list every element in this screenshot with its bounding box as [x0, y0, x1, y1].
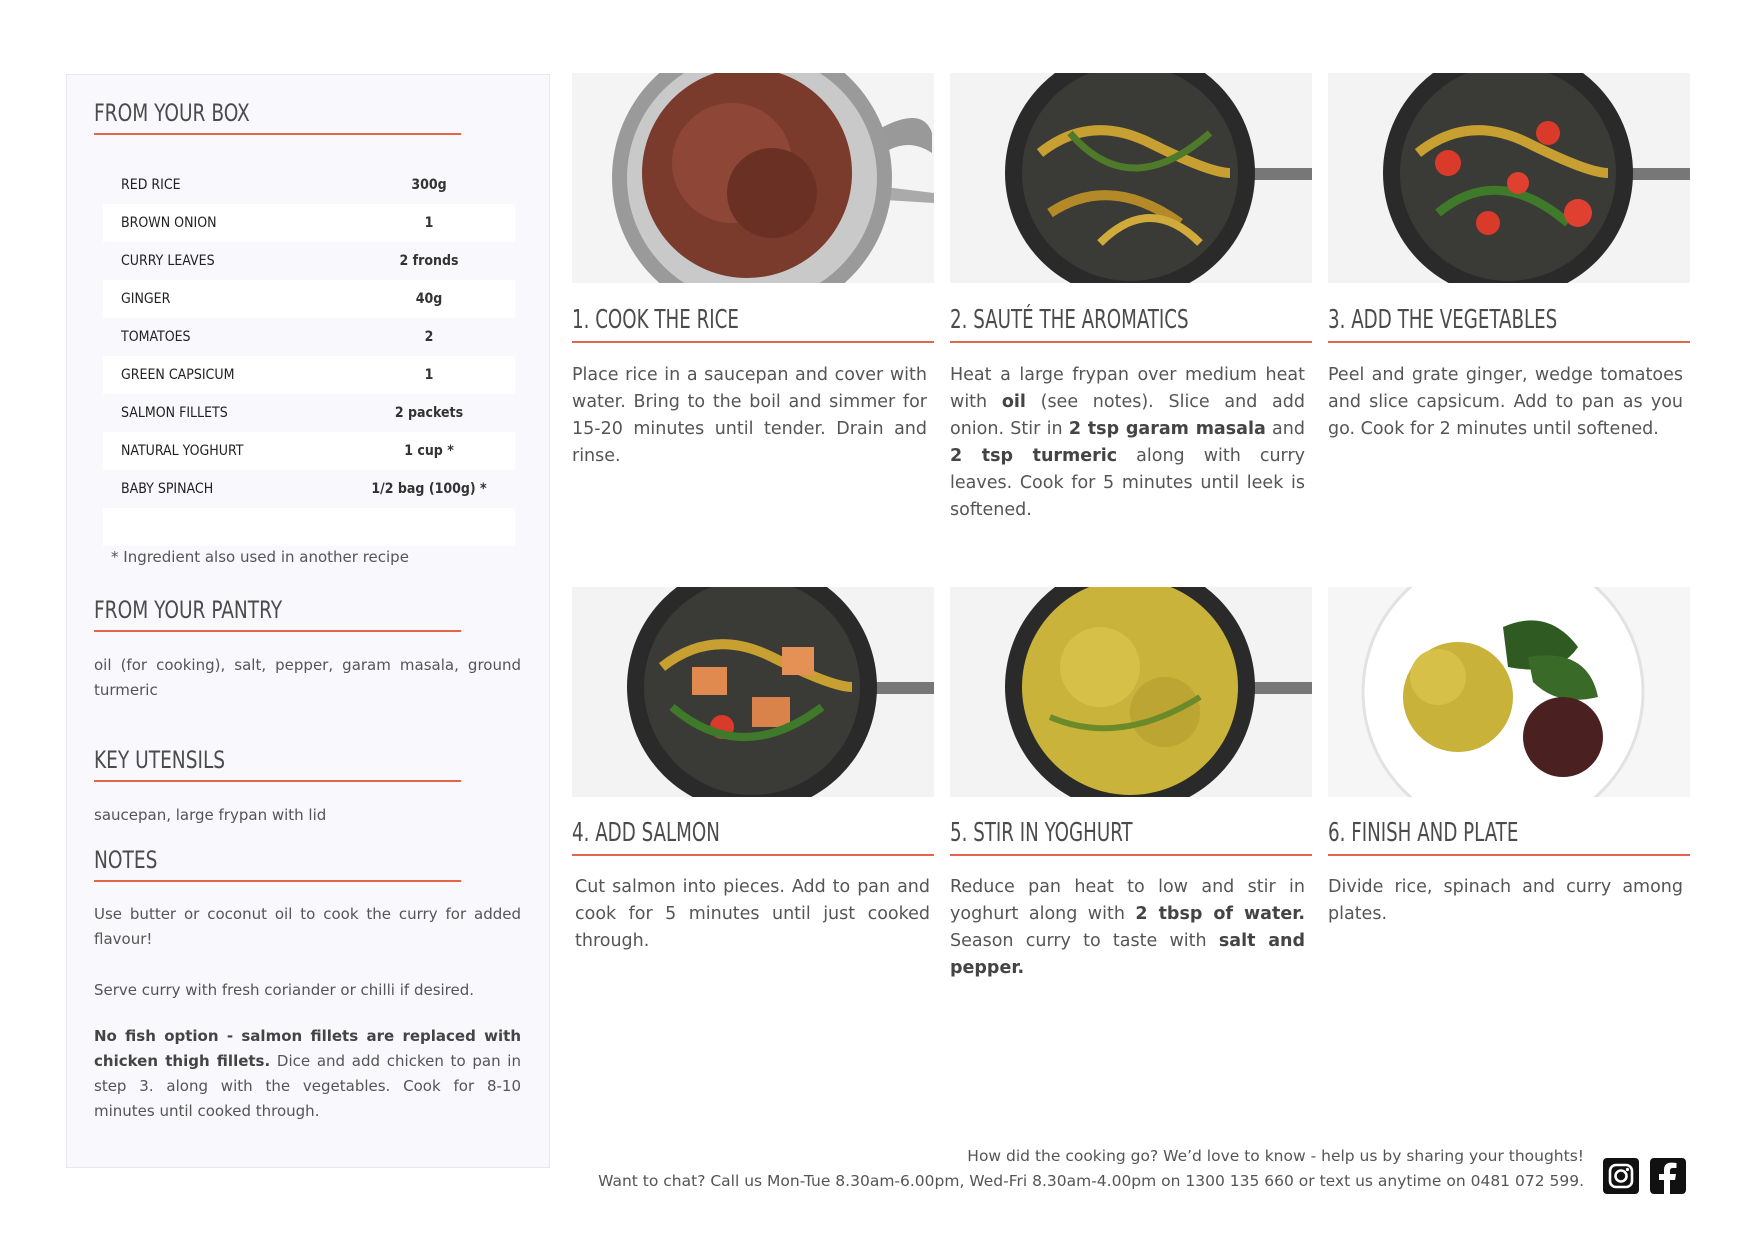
ingredient-name: SALMON FILLETS: [121, 405, 228, 421]
step3-text: Peel and grate ginger, wedge tomatoes and slice capsicum. Add to pan as you go. Cook for 2 minutes until softened.: [1328, 365, 1683, 439]
ingredient-name: GREEN CAPSICUM: [121, 367, 235, 383]
ingredient-qty: 1: [424, 367, 434, 383]
ingredient-qty: 1: [424, 215, 434, 231]
ingredient-name: GINGER: [121, 291, 171, 307]
ingredients-table: [103, 166, 515, 546]
step6-image-plated: [1328, 587, 1690, 797]
ingredient-row: [103, 470, 515, 508]
note-butter: Use butter or coconut oil to cook the curry for added flavour!: [94, 905, 521, 948]
ingredient-qty: 2 packets: [394, 405, 464, 421]
ingredients-panel: [66, 74, 550, 1168]
note-no-fish-bold: No fish option - salmon fillets are replaced with chicken thigh fillets.: [94, 1027, 521, 1070]
step6-title: 6. FINISH AND PLATE: [1328, 818, 1690, 856]
notes-heading: NOTES: [94, 846, 461, 882]
facebook-icon[interactable]: [1650, 1158, 1686, 1194]
ingredient-footnote: * Ingredient also used in another recipe: [111, 548, 409, 566]
step5-text: Reduce pan heat to low and stir in yoghurt along with 2 tbsp of water. Season curry to taste with salt and pepper.: [950, 877, 1305, 978]
step3-image-vegetables: [1328, 73, 1690, 283]
ingredient-name: TOMATOES: [121, 329, 191, 345]
step4-text: Cut salmon into pieces. Add to pan and cook for 5 minutes until just cooked through.: [575, 877, 930, 951]
ingredient-qty: 2: [424, 329, 434, 345]
step3-title: 3. ADD THE VEGETABLES: [1328, 305, 1690, 343]
ingredient-row: [103, 280, 515, 318]
step4-title: 4. ADD SALMON: [572, 818, 934, 856]
ingredient-name: CURRY LEAVES: [121, 253, 215, 269]
step2-title: 2. SAUTÉ THE AROMATICS: [950, 305, 1312, 343]
feedback-text: How did the cooking go? We’d love to know - help us by sharing your thoughts!: [967, 1147, 1584, 1165]
step1-title: 1. COOK THE RICE: [572, 305, 934, 343]
pantry-text: oil (for cooking), salt, pepper, garam masala, ground turmeric: [94, 656, 521, 699]
from-your-pantry-heading: FROM YOUR PANTRY: [94, 596, 461, 632]
instagram-icon[interactable]: [1603, 1158, 1639, 1194]
ingredient-row: [103, 166, 515, 204]
step4-image-salmon: [572, 587, 934, 797]
from-your-box-heading: FROM YOUR BOX: [94, 99, 461, 135]
step6-text: Divide rice, spinach and curry among plates.: [1328, 877, 1683, 924]
step2-text: Heat a large frypan over medium heat with oil (see notes). Slice and add onion. Stir in 2 tsp garam masala and 2 tsp turmeric along with curry leaves. Cook for 5 minutes until leek is softened.: [950, 365, 1305, 520]
contact-text: Want to chat? Call us Mon-Tue 8.30am-6.00pm, Wed-Fri 8.30am-4.00pm on 1300 135 660 or text us anytime on 0481 072 599.: [598, 1172, 1584, 1190]
ingredient-name: NATURAL YOGHURT: [121, 443, 244, 459]
ingredient-row: [103, 432, 515, 470]
ingredient-name: BABY SPINACH: [121, 481, 214, 497]
ingredient-row: [103, 204, 515, 242]
ingredient-qty: 40g: [415, 291, 443, 307]
ingredient-row-empty: [103, 508, 515, 546]
ingredient-qty: 2 fronds: [399, 253, 459, 269]
step5-image-yoghurt: [950, 587, 1312, 797]
ingredient-name: RED RICE: [121, 177, 181, 193]
step5-title: 5. STIR IN YOGHURT: [950, 818, 1312, 856]
note-no-fish: [94, 1024, 521, 1124]
step2-image-aromatics: [950, 73, 1312, 283]
ingredient-qty: 300g: [411, 177, 447, 193]
ingredient-row: [103, 394, 515, 432]
note-no-fish-rest: Dice and add chicken to pan in step 3. along with the vegetables. Cook for 8-10 minutes until cooked through.: [94, 1052, 521, 1120]
ingredient-name: BROWN ONION: [121, 215, 217, 231]
utensils-text: saucepan, large frypan with lid: [94, 806, 327, 824]
step1-image-rice: [572, 73, 934, 283]
ingredient-row: [103, 242, 515, 280]
ingredient-qty: 1/2 bag (100g) *: [371, 481, 487, 497]
ingredient-row: [103, 318, 515, 356]
step1-text: Place rice in a saucepan and cover with water. Bring to the boil and simmer for 15-20 minutes until tender. Drain and rinse.: [572, 365, 927, 466]
ingredient-row: [103, 356, 515, 394]
ingredient-qty: 1 cup *: [404, 443, 454, 459]
note-garnish: Serve curry with fresh coriander or chilli if desired.: [94, 981, 475, 999]
key-utensils-heading: KEY UTENSILS: [94, 746, 461, 782]
